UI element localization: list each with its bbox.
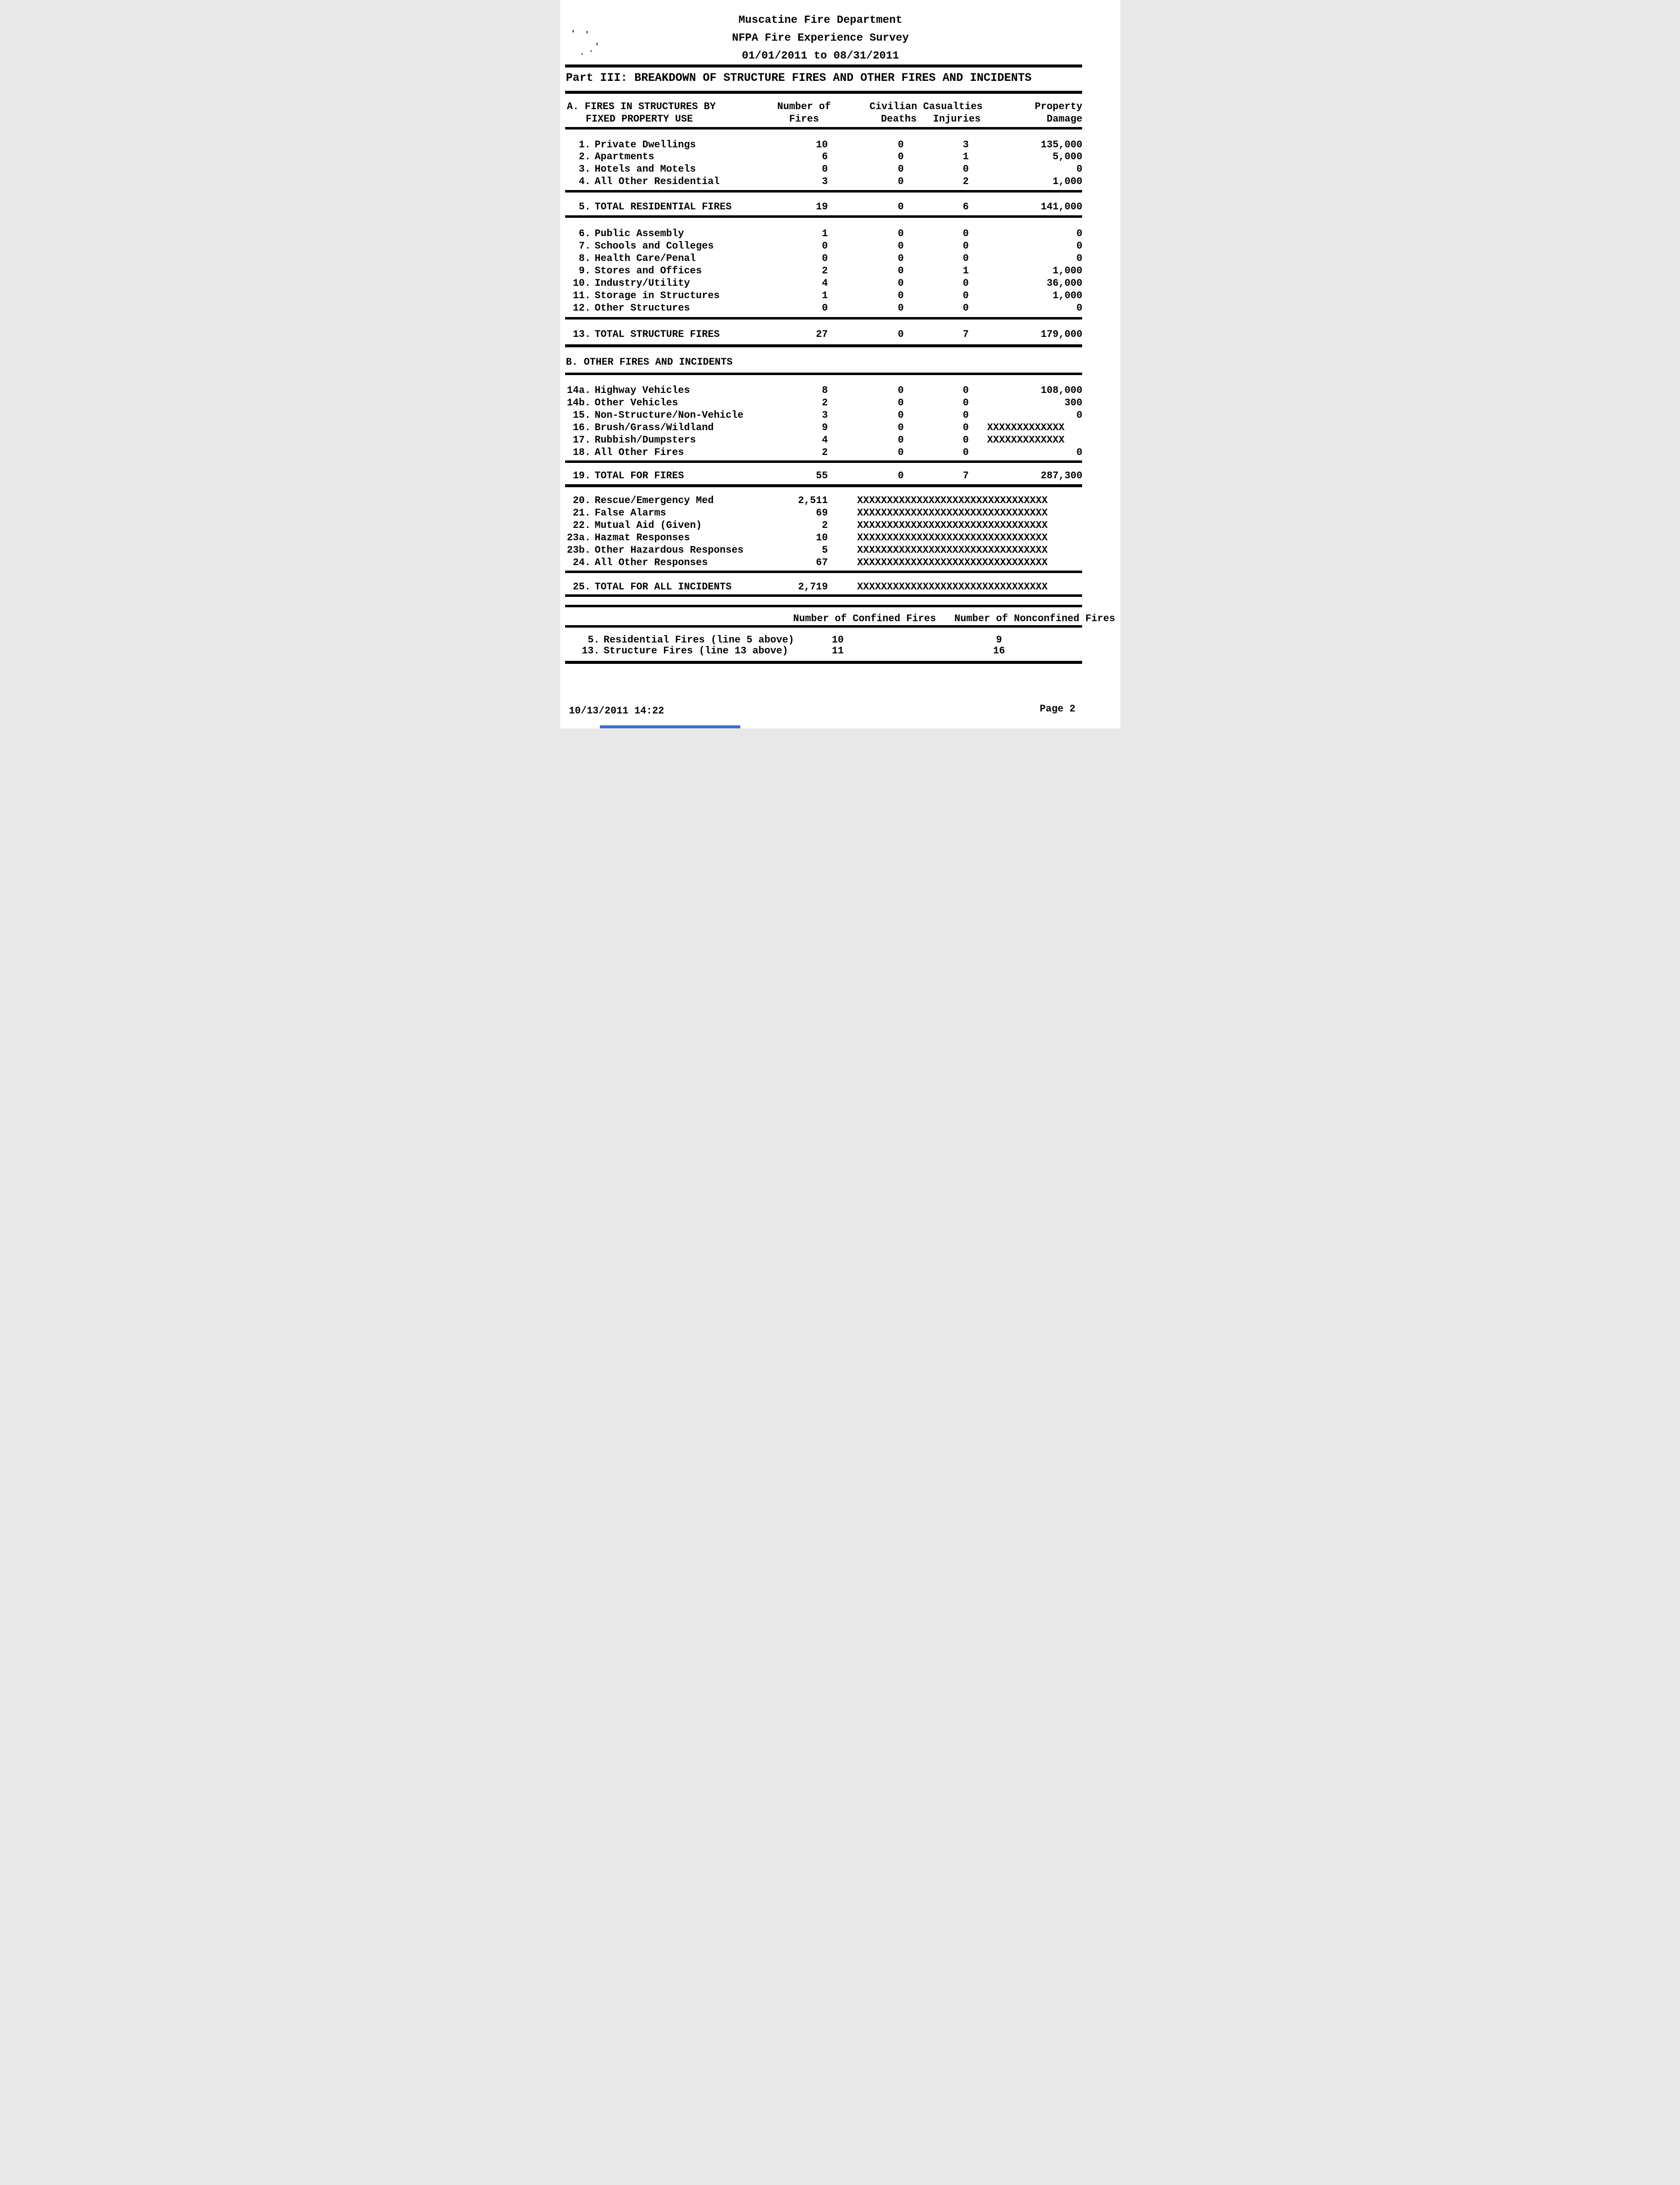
row-label: Stores and Offices: [594, 265, 702, 277]
row-number: 2.: [579, 151, 591, 163]
row-label: Health Care/Penal: [594, 253, 696, 264]
masked-cells: XXXXXXXXXXXXXXXXXXXXXXXXXXXXXXXX: [857, 557, 1048, 569]
fires-value: 2: [822, 265, 828, 277]
horizontal-rule: [565, 64, 1082, 67]
confined-value: 10: [832, 635, 844, 646]
report-subtitle: NFPA Fire Experience Survey: [732, 32, 909, 44]
fires-value: 8: [822, 385, 828, 396]
damage-value: 0: [1076, 164, 1083, 175]
fires-value: 67: [816, 557, 828, 569]
table-row: [560, 304, 1120, 315]
deaths-value: 0: [898, 422, 904, 434]
horizontal-rule: [565, 373, 1082, 375]
table-row: [560, 386, 1120, 397]
damage-value: 36,000: [1046, 278, 1083, 289]
row-number: 9.: [579, 265, 591, 277]
table-row: [560, 177, 1120, 188]
row-label: Other Hazardous Responses: [594, 545, 744, 556]
damage-value: 300: [1064, 397, 1083, 409]
table-row: [560, 411, 1120, 422]
deaths-value: 0: [898, 278, 904, 289]
row-label: Rescue/Emergency Med: [594, 495, 714, 507]
table-row: [560, 398, 1120, 409]
deaths-value: 0: [898, 164, 904, 175]
colhdr-fires: Fires: [789, 114, 819, 125]
row-number: 5.: [579, 201, 591, 213]
table-row-total: [560, 330, 1120, 341]
row-number: 3.: [579, 164, 591, 175]
report-date-range: 01/01/2011 to 08/31/2011: [742, 50, 899, 62]
row-label: TOTAL STRUCTURE FIRES: [594, 329, 720, 340]
row-number: 16.: [573, 422, 591, 434]
scan-artifact: .: [580, 48, 585, 57]
deaths-value: 0: [898, 139, 904, 151]
scan-artifact: .: [588, 45, 594, 54]
row-number: 1.: [579, 139, 591, 151]
fires-value: 2: [822, 397, 828, 409]
row-number: 18.: [573, 447, 591, 458]
table-row: [560, 496, 1120, 507]
fires-value: 9: [822, 422, 828, 434]
footer-datetime: 10/13/2011 14:22: [569, 706, 664, 717]
footer-page-number: Page 2: [1039, 704, 1076, 715]
damage-value: 0: [1076, 228, 1083, 240]
horizontal-rule: [565, 460, 1082, 463]
colhdr-deaths: Deaths: [881, 114, 917, 125]
colhdr-property: Property: [1034, 101, 1083, 113]
injuries-value: 0: [963, 290, 969, 302]
colhdr-fixed-property-2: FIXED PROPERTY USE: [585, 114, 693, 125]
fires-value: 69: [816, 508, 828, 519]
row-label: Storage in Structures: [594, 290, 720, 302]
damage-value: 287,300: [1040, 470, 1083, 482]
deaths-value: 0: [898, 329, 904, 340]
row-number: 23b.: [567, 545, 591, 556]
injuries-value: 2: [963, 176, 969, 188]
table-row: [560, 436, 1120, 447]
deaths-value: 0: [898, 410, 904, 421]
deaths-value: 0: [898, 303, 904, 314]
table-row-total: [560, 471, 1120, 482]
row-label: Structure Fires (line 13 above): [603, 645, 788, 657]
damage-value: 1,000: [1052, 290, 1083, 302]
deaths-value: 0: [898, 265, 904, 277]
fires-value: 6: [822, 151, 828, 163]
injuries-value: 7: [963, 329, 969, 340]
colhdr-injuries: Injuries: [933, 114, 981, 125]
row-label: Other Structures: [594, 303, 690, 314]
row-label: TOTAL FOR FIRES: [594, 470, 684, 482]
fires-value: 27: [816, 329, 828, 340]
masked-cells: XXXXXXXXXXXXXXXXXXXXXXXXXXXXXXXX: [857, 581, 1048, 593]
fires-value: 3: [822, 176, 828, 188]
row-label: All Other Fires: [594, 447, 684, 458]
row-number: 20.: [573, 495, 591, 507]
injuries-value: 6: [963, 201, 969, 213]
row-number: 22.: [573, 520, 591, 531]
fires-value: 0: [822, 303, 828, 314]
colhdr-fixed-property-1: A. FIRES IN STRUCTURES BY: [567, 101, 716, 113]
horizontal-rule: [565, 91, 1082, 94]
fires-value: 1: [822, 228, 828, 240]
masked-cells: XXXXXXXXXXXXXXXXXXXXXXXXXXXXXXXX: [857, 520, 1048, 531]
fires-value: 5: [822, 545, 828, 556]
row-label: False Alarms: [594, 508, 666, 519]
bottom-blue-bar: [600, 725, 740, 728]
deaths-value: 0: [898, 435, 904, 446]
horizontal-rule: [565, 190, 1082, 193]
table-row: [560, 546, 1120, 557]
table-row: [560, 165, 1120, 176]
row-number: 17.: [573, 435, 591, 446]
table-row: [560, 279, 1120, 290]
table-row: [560, 229, 1120, 240]
fires-value: 19: [816, 201, 828, 213]
row-label: Hazmat Responses: [594, 532, 690, 544]
injuries-value: 0: [963, 422, 969, 434]
table-row: [560, 448, 1120, 459]
row-label: Non-Structure/Non-Vehicle: [594, 410, 744, 421]
horizontal-rule: [565, 317, 1082, 320]
colhdr-confined-fires: Number of Confined Fires: [793, 613, 936, 625]
row-label: Mutual Aid (Given): [594, 520, 702, 531]
row-label: Schools and Colleges: [594, 241, 714, 252]
masked-cells: XXXXXXXXXXXXXXXXXXXXXXXXXXXXXXXX: [857, 495, 1048, 507]
injuries-value: 0: [963, 278, 969, 289]
row-number: 21.: [573, 508, 591, 519]
damage-value: 0: [1076, 253, 1083, 264]
row-label: Industry/Utility: [594, 278, 690, 289]
horizontal-rule: [565, 344, 1082, 347]
damage-value: 0: [1076, 303, 1083, 314]
injuries-value: 0: [963, 241, 969, 252]
deaths-value: 0: [898, 228, 904, 240]
injuries-value: 1: [963, 151, 969, 163]
row-label: Private Dwellings: [594, 139, 696, 151]
fires-value: 2: [822, 520, 828, 531]
confined-value: 11: [832, 645, 844, 657]
row-label: Rubbish/Dumpsters: [594, 435, 696, 446]
damage-value: 141,000: [1040, 201, 1083, 213]
table-row: [560, 509, 1120, 519]
fires-value: 55: [816, 470, 828, 482]
row-number: 25.: [573, 581, 591, 593]
part3-heading: Part III: BREAKDOWN OF STRUCTURE FIRES AND OTHER FIRES AND INCIDENTS: [566, 71, 1032, 84]
injuries-value: 0: [963, 253, 969, 264]
deaths-value: 0: [898, 151, 904, 163]
injuries-value: 0: [963, 447, 969, 458]
row-number: 14a.: [567, 385, 591, 396]
colhdr-nonconfined-fires: Number of Nonconfined Fires: [954, 613, 1115, 625]
row-number: 23a.: [567, 532, 591, 544]
injuries-value: 0: [963, 435, 969, 446]
colhdr-number-of: Number of: [777, 101, 831, 113]
row-number: 24.: [573, 557, 591, 569]
row-label: TOTAL RESIDENTIAL FIRES: [594, 201, 732, 213]
row-label: Apartments: [594, 151, 654, 163]
deaths-value: 0: [898, 397, 904, 409]
deaths-value: 0: [898, 241, 904, 252]
row-label: All Other Residential: [594, 176, 720, 188]
row-label: Residential Fires (line 5 above): [603, 635, 794, 646]
masked-cells: XXXXXXXXXXXXXXXXXXXXXXXXXXXXXXXX: [857, 532, 1048, 544]
fires-value: 2,719: [798, 581, 828, 593]
horizontal-rule: [565, 127, 1082, 129]
table-row: [560, 646, 1120, 657]
damage-value: 1,000: [1052, 265, 1083, 277]
row-number: 13.: [573, 329, 591, 340]
table-row: [560, 242, 1120, 253]
fires-value: 1: [822, 290, 828, 302]
injuries-value: 0: [963, 385, 969, 396]
fires-value: 10: [816, 532, 828, 544]
horizontal-rule: [565, 605, 1082, 607]
table-row: [560, 291, 1120, 302]
fires-value: 0: [822, 164, 828, 175]
fires-value: 3: [822, 410, 828, 421]
row-label: Other Vehicles: [594, 397, 678, 409]
table-row: [560, 140, 1120, 151]
injuries-value: 0: [963, 410, 969, 421]
fires-value: 4: [822, 278, 828, 289]
fires-value: 0: [822, 253, 828, 264]
horizontal-rule: [565, 594, 1082, 597]
table-row: [560, 636, 1120, 646]
injuries-value: 0: [963, 397, 969, 409]
colhdr-damage: Damage: [1046, 114, 1083, 125]
scanned-report-page: [560, 0, 1120, 728]
row-number: 8.: [579, 253, 591, 264]
fires-value: 4: [822, 435, 828, 446]
injuries-value: 7: [963, 470, 969, 482]
row-number: 10.: [573, 278, 591, 289]
damage-value: 1,000: [1052, 176, 1083, 188]
row-label: Highway Vehicles: [594, 385, 690, 396]
horizontal-rule: [565, 661, 1082, 664]
horizontal-rule: [565, 625, 1082, 628]
deaths-value: 0: [898, 253, 904, 264]
sectionB-heading: B. OTHER FIRES AND INCIDENTS: [566, 357, 733, 368]
deaths-value: 0: [898, 201, 904, 213]
damage-value: 0: [1076, 410, 1083, 421]
report-title: Muscatine Fire Department: [738, 14, 903, 26]
table-row: [560, 533, 1120, 544]
damage-value: 0: [1076, 241, 1083, 252]
scan-artifact: ': [584, 30, 590, 39]
injuries-value: 0: [963, 228, 969, 240]
injuries-value: 0: [963, 303, 969, 314]
row-number: 13.: [582, 645, 600, 657]
horizontal-rule: [565, 484, 1082, 487]
table-row: [560, 558, 1120, 569]
deaths-value: 0: [898, 290, 904, 302]
row-label: TOTAL FOR ALL INCIDENTS: [594, 581, 732, 593]
row-label: Brush/Grass/Wildland: [594, 422, 714, 434]
deaths-value: 0: [898, 470, 904, 482]
table-row: [560, 266, 1120, 277]
damage-value: 0: [1076, 447, 1083, 458]
colhdr-civilian-casualties: Civilian Casualties: [869, 101, 983, 113]
horizontal-rule: [565, 215, 1082, 218]
injuries-value: 3: [963, 139, 969, 151]
injuries-value: 1: [963, 265, 969, 277]
fires-value: 2: [822, 447, 828, 458]
nonconfined-value: 16: [993, 645, 1005, 657]
horizontal-rule: [565, 571, 1082, 573]
damage-value: 179,000: [1040, 329, 1083, 340]
row-label: Public Assembly: [594, 228, 684, 240]
deaths-value: 0: [898, 447, 904, 458]
damage-masked: XXXXXXXXXXXXX: [987, 435, 1065, 446]
table-row: [560, 254, 1120, 265]
row-number: 15.: [573, 410, 591, 421]
table-row: [560, 152, 1120, 163]
table-row: [560, 423, 1120, 434]
row-number: 5.: [587, 635, 600, 646]
damage-masked: XXXXXXXXXXXXX: [987, 422, 1065, 434]
masked-cells: XXXXXXXXXXXXXXXXXXXXXXXXXXXXXXXX: [857, 508, 1048, 519]
damage-value: 135,000: [1040, 139, 1083, 151]
row-number: 19.: [573, 470, 591, 482]
row-number: 14b.: [567, 397, 591, 409]
row-label: All Other Responses: [594, 557, 708, 569]
row-number: 6.: [579, 228, 591, 240]
deaths-value: 0: [898, 385, 904, 396]
table-row-total: [560, 582, 1120, 593]
scan-artifact: ': [571, 29, 576, 38]
row-number: 4.: [579, 176, 591, 188]
masked-cells: XXXXXXXXXXXXXXXXXXXXXXXXXXXXXXXX: [857, 545, 1048, 556]
damage-value: 5,000: [1052, 151, 1083, 163]
row-label: Hotels and Motels: [594, 164, 696, 175]
fires-value: 0: [822, 241, 828, 252]
damage-value: 108,000: [1040, 385, 1083, 396]
fires-value: 10: [816, 139, 828, 151]
row-number: 11.: [573, 290, 591, 302]
deaths-value: 0: [898, 176, 904, 188]
scan-artifact: ': [594, 42, 600, 51]
fires-value: 2,511: [798, 495, 828, 507]
injuries-value: 0: [963, 164, 969, 175]
row-number: 12.: [573, 303, 591, 314]
nonconfined-value: 9: [996, 635, 1002, 646]
table-row: [560, 521, 1120, 532]
table-row-total: [560, 202, 1120, 213]
row-number: 7.: [579, 241, 591, 252]
